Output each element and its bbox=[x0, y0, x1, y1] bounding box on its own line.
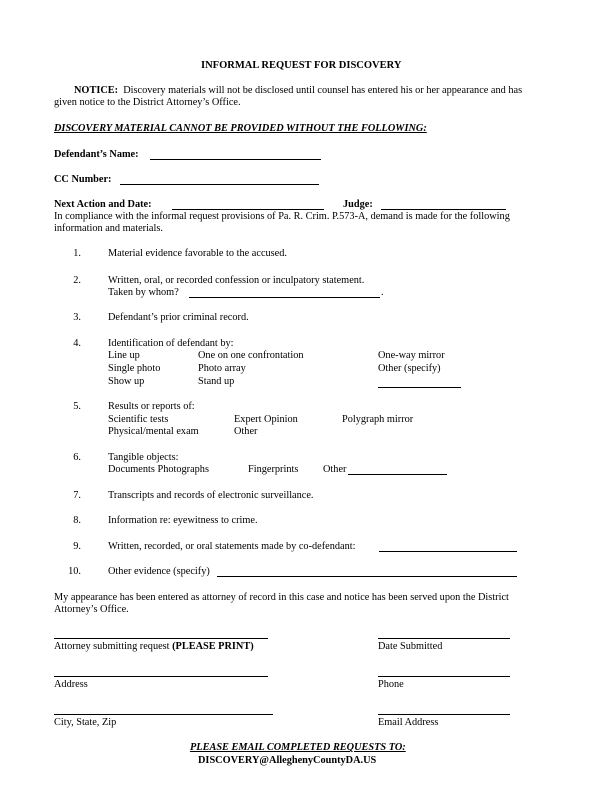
notice-line-1 bbox=[74, 85, 522, 98]
notice-line-2: given notice to the District Attorney’s Office. bbox=[54, 97, 241, 108]
other-evidence-field[interactable] bbox=[217, 576, 517, 577]
item-number: 1. bbox=[73, 248, 81, 259]
item-text: Written, oral, or recorded confession or inculpatory statement. bbox=[108, 275, 365, 286]
page-title: INFORMAL REQUEST FOR DISCOVERY bbox=[201, 60, 402, 71]
tangible-other-field[interactable] bbox=[348, 474, 447, 475]
requirement-heading: DISCOVERY MATERIAL CANNOT BE PROVIDED WITHOUT THE FOLLOWING: bbox=[54, 123, 427, 134]
footer-email[interactable]: DISCOVERY@AlleghenyCountyDA.US bbox=[198, 755, 377, 766]
item-text: Identification of defendant by: bbox=[108, 338, 234, 349]
item-number: 10. bbox=[68, 566, 81, 577]
item-text: Information re: eyewitness to crime. bbox=[108, 515, 258, 526]
item-number: 8. bbox=[73, 515, 81, 526]
address-field[interactable] bbox=[54, 676, 268, 677]
next-action-field[interactable] bbox=[172, 209, 324, 210]
taken-by-label: Taken by whom? bbox=[108, 287, 179, 298]
id-option: Line up bbox=[108, 350, 140, 361]
email-field[interactable] bbox=[378, 714, 510, 715]
city-state-zip-field[interactable] bbox=[54, 714, 273, 715]
results-option: Scientific tests bbox=[108, 414, 169, 425]
compliance-line-2: information and materials. bbox=[54, 223, 163, 234]
period: . bbox=[381, 287, 384, 298]
id-option: One-way mirror bbox=[378, 350, 445, 361]
item-text: Material evidence favorable to the accused. bbox=[108, 248, 287, 259]
tangible-option: Other bbox=[323, 464, 347, 475]
results-option: Polygraph mirror bbox=[342, 414, 414, 425]
notice-text: Discovery materials will not be disclosed until counsel has entered his or her appearance and has bbox=[123, 85, 523, 96]
id-option: One on one confrontation bbox=[198, 350, 304, 361]
address-label: Address bbox=[54, 679, 88, 690]
next-action-label: Next Action and Date: bbox=[54, 199, 152, 210]
judge-field[interactable] bbox=[381, 209, 506, 210]
results-option: Physical/mental exam bbox=[108, 426, 199, 437]
taken-by-field[interactable] bbox=[189, 297, 380, 298]
tangible-option: Fingerprints bbox=[248, 464, 299, 475]
item-number: 7. bbox=[73, 490, 81, 501]
attorney-label-text: Attorney submitting request bbox=[54, 641, 170, 652]
item-number: 3. bbox=[73, 312, 81, 323]
item-number: 6. bbox=[73, 452, 81, 463]
results-option: Other bbox=[234, 426, 258, 437]
attorney-field[interactable] bbox=[54, 638, 268, 639]
attorney-label bbox=[54, 641, 254, 654]
id-option: Single photo bbox=[108, 363, 161, 374]
attorney-label-bold: (PLEASE PRINT) bbox=[172, 641, 254, 652]
item-text: Written, recorded, or oral statements made by co-defendant: bbox=[108, 541, 356, 552]
phone-label: Phone bbox=[378, 679, 404, 690]
item-text: Results or reports of: bbox=[108, 401, 195, 412]
item-text: Tangible objects: bbox=[108, 452, 179, 463]
defendant-name-field[interactable] bbox=[150, 159, 321, 160]
appearance-line-1: My appearance has been entered as attorney of record in this case and notice has been served upon the District bbox=[54, 592, 509, 603]
phone-field[interactable] bbox=[378, 676, 510, 677]
date-submitted-label: Date Submitted bbox=[378, 641, 443, 652]
defendant-label: Defendant’s Name: bbox=[54, 149, 139, 160]
judge-label: Judge: bbox=[343, 199, 373, 210]
co-defendant-field[interactable] bbox=[379, 551, 517, 552]
item-number: 9. bbox=[73, 541, 81, 552]
email-address-label: Email Address bbox=[378, 717, 439, 728]
item-text: Defendant’s prior criminal record. bbox=[108, 312, 249, 323]
id-option: Photo array bbox=[198, 363, 246, 374]
tangible-option: Documents Photographs bbox=[108, 464, 209, 475]
item-number: 4. bbox=[73, 338, 81, 349]
city-state-zip-label: City, State, Zip bbox=[54, 717, 117, 728]
results-option: Expert Opinion bbox=[234, 414, 298, 425]
id-option: Other (specify) bbox=[378, 363, 441, 374]
footer-heading: PLEASE EMAIL COMPLETED REQUESTS TO: bbox=[190, 742, 406, 753]
id-option: Show up bbox=[108, 376, 145, 387]
cc-number-label: CC Number: bbox=[54, 174, 112, 185]
item-number: 5. bbox=[73, 401, 81, 412]
appearance-line-2: Attorney’s Office. bbox=[54, 604, 129, 615]
id-option: Stand up bbox=[198, 376, 235, 387]
date-submitted-field[interactable] bbox=[378, 638, 510, 639]
notice-label: NOTICE: bbox=[74, 85, 119, 96]
id-specify-field[interactable] bbox=[378, 387, 461, 388]
cc-number-field[interactable] bbox=[120, 184, 319, 185]
item-text: Other evidence (specify) bbox=[108, 566, 210, 577]
item-number: 2. bbox=[73, 275, 81, 286]
compliance-line-1: In compliance with the informal request provisions of Pa. R. Crim. P.573-A, demand is made for the following bbox=[54, 211, 510, 222]
item-text: Transcripts and records of electronic surveillance. bbox=[108, 490, 314, 501]
